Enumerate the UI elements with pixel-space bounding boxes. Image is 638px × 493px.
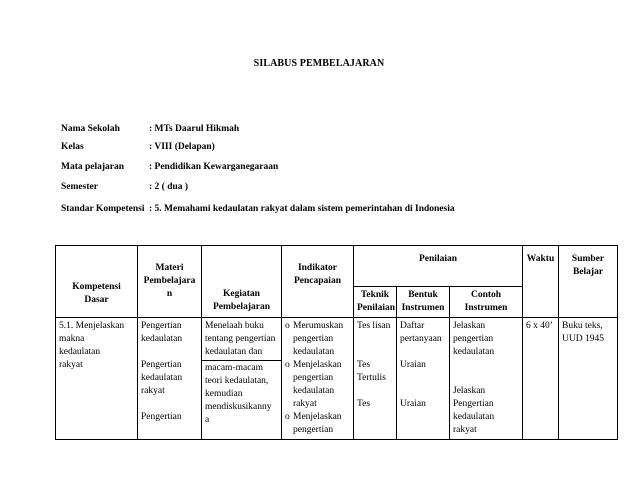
info-label: Mata pelajaran — [61, 162, 125, 172]
cell-waktu: 6 x 40’ — [523, 318, 559, 440]
info-row-school — [61, 124, 239, 134]
header-teknik: Teknik Penilaian — [354, 287, 397, 318]
info-value: : VIII (Delapan) — [149, 142, 215, 152]
syllabus-table — [55, 245, 618, 440]
info-value: : Pendidikan Kewarganegaraan — [149, 162, 279, 172]
header-materi: Materi Pembelajara n — [138, 246, 202, 318]
cell-kegiatan — [202, 318, 282, 440]
header-contoh: Contoh Instrumen — [450, 287, 523, 318]
info-label: Semester — [61, 182, 98, 192]
cell-contoh: Jelaskan pengertian kedaulatan Jelaskan Pengertian kedaulatan rakyat — [450, 318, 523, 440]
header-penilaian: Penilaian — [354, 246, 523, 287]
indikator-item: o Merumuskan pengertian kedaulatan — [285, 320, 350, 359]
header-bentuk: Bentuk Instrumen — [397, 287, 450, 318]
indikator-item: o Menjelaskan pengertian kedaulatan rakyat — [285, 359, 350, 411]
info-row-semester — [61, 182, 188, 192]
info-label: Nama Sekolah — [61, 124, 120, 134]
info-row-standard — [61, 204, 455, 214]
cell-teknik: Tes lisan Tes Tertulis Tes — [354, 318, 397, 440]
info-label: Standar Kompetensi — [61, 204, 145, 214]
header-kompetensi: Kompetensi Dasar — [56, 246, 138, 318]
info-row-subject — [61, 162, 278, 172]
info-label: Kelas — [61, 142, 84, 152]
cell-bentuk: Daftar pertanyaan Uraian Uraian — [397, 318, 450, 440]
header-indikator: Indikator Pencapaian — [282, 246, 354, 318]
kegiatan-bottom: macam-macam teori kedaulatan, kemudian mendiskusikanny a — [205, 363, 272, 425]
indikator-item: o Menjelaskan pengertian — [285, 411, 350, 437]
kegiatan-top: Menelaah buku tentang pengertian kedaulatan dan — [205, 321, 276, 357]
info-value: : 2 ( dua ) — [149, 182, 189, 192]
info-value: : MTs Daarul Hikmah — [149, 124, 240, 134]
header-sumber: Sumber Belajar — [559, 246, 618, 318]
cell-sumber: Buku teks, UUD 1945 — [559, 318, 618, 440]
cell-indikator — [282, 318, 354, 440]
cell-materi: Pengertian kedaulatan Pengertian kedaulatan rakyat Pengertian — [138, 318, 202, 440]
header-kegiatan: Kegiatan Pembelajaran — [202, 246, 282, 318]
info-value: : 5. Memahami kedaulatan rakyat dalam sistem pemerintahan di Indonesia — [149, 204, 455, 214]
cell-kompetensi: 5.1. Menjelaskan makna kedaulatan rakyat — [56, 318, 138, 440]
document-title: SILABUS PEMBELAJARAN — [253, 58, 385, 69]
cell-divider — [202, 360, 281, 361]
info-row-class — [61, 142, 215, 152]
header-waktu: Waktu — [523, 246, 559, 318]
